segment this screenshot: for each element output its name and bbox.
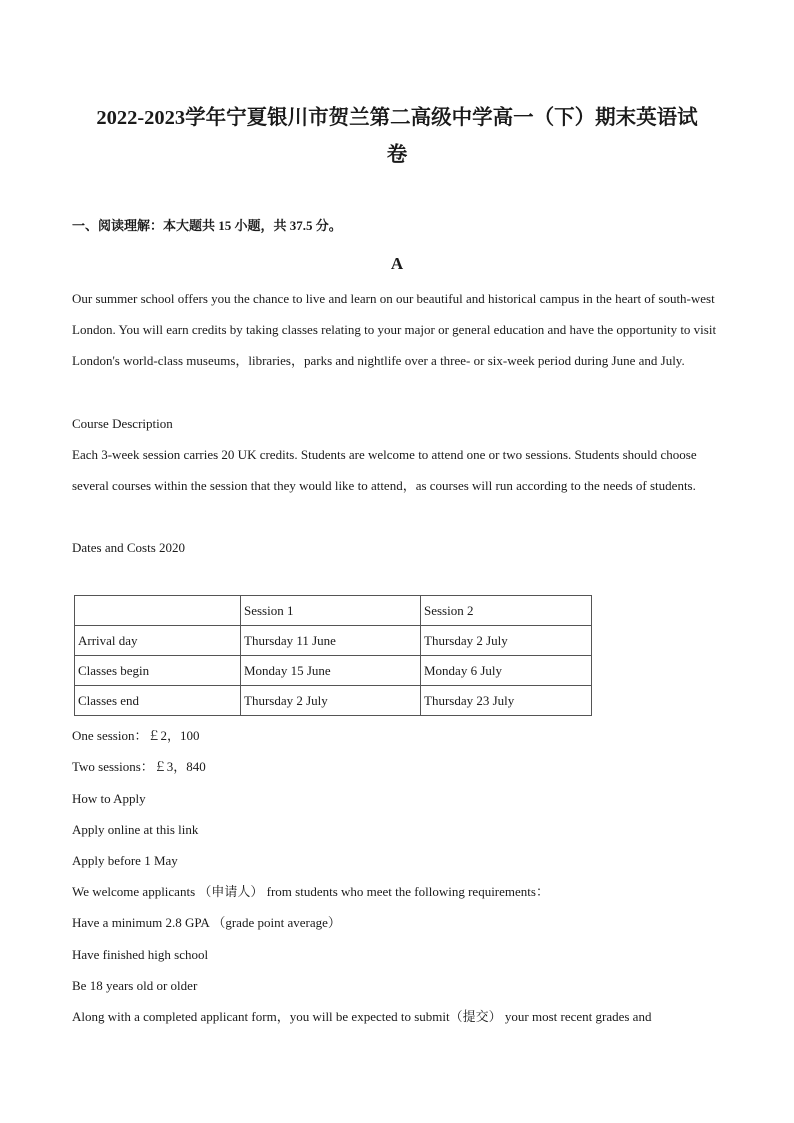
two-sessions-cost: Two sessions：￡3，840 <box>72 759 206 774</box>
table-cell: Classes begin <box>75 656 241 686</box>
welcome-applicants-line: We welcome applicants （申请人） from students who meet the following requirements： <box>72 884 549 899</box>
requirement-age: Be 18 years old or older <box>72 978 198 993</box>
requirement-gpa: Have a minimum 2.8 GPA （grade point average） <box>72 915 341 930</box>
apply-before-line: Apply before 1 May <box>72 853 178 868</box>
table-cell: Classes end <box>75 686 241 716</box>
table-row <box>75 626 592 656</box>
one-session-cost: One session：￡2，100 <box>72 728 200 743</box>
dates-costs-table <box>74 595 592 716</box>
exam-title-line-2: 卷 <box>386 144 408 166</box>
table-cell <box>75 596 241 626</box>
table-cell: Thursday 23 July <box>421 686 592 716</box>
table-cell: Session 2 <box>421 596 592 626</box>
table-cell: Monday 6 July <box>421 656 592 686</box>
table-header-row <box>75 596 592 626</box>
section-heading: 一、阅读理解：本大题共 15 小题，共 37.5 分。 <box>72 218 342 233</box>
table-cell: Thursday 11 June <box>241 626 421 656</box>
how-to-apply-heading: How to Apply <box>72 791 146 806</box>
requirement-high-school: Have finished high school <box>72 947 209 962</box>
exam-title-line-1: 2022-2023学年宁夏银川市贺兰第二高级中学高一（下）期末英语试 <box>96 107 698 129</box>
passage-letter: A <box>390 254 404 273</box>
table-cell: Monday 15 June <box>241 656 421 686</box>
apply-online-line: Apply online at this link <box>72 822 199 837</box>
dates-heading: Dates and Costs 2020 <box>72 540 186 555</box>
intro-paragraph: Our summer school offers you the chance to live and learn on our beautiful and historical campus in the heart of south-west London. You will earn credits by taking classes relating to your major or general education and have the opportunity to visit London's world-class museums，libraries，parks and nightlife over a three- or six-week period during June and July. <box>72 291 717 369</box>
table-cell: Session 1 <box>241 596 421 626</box>
course-description-paragraph: Each 3-week session carries 20 UK credits. Students are welcome to attend one or two sessions. Students should choose several courses within the session that they would like to attend，as courses will run according to the needs of students. <box>72 447 697 494</box>
table-cell: Thursday 2 July <box>241 686 421 716</box>
table-cell: Thursday 2 July <box>421 626 592 656</box>
table-row <box>75 656 592 686</box>
table-row <box>75 686 592 716</box>
course-description-heading: Course Description <box>72 416 173 431</box>
submission-line: Along with a completed applicant form，you will be expected to submit（提交） your most recent grades and <box>72 1009 652 1024</box>
exam-title <box>60 100 734 174</box>
table-cell: Arrival day <box>75 626 241 656</box>
